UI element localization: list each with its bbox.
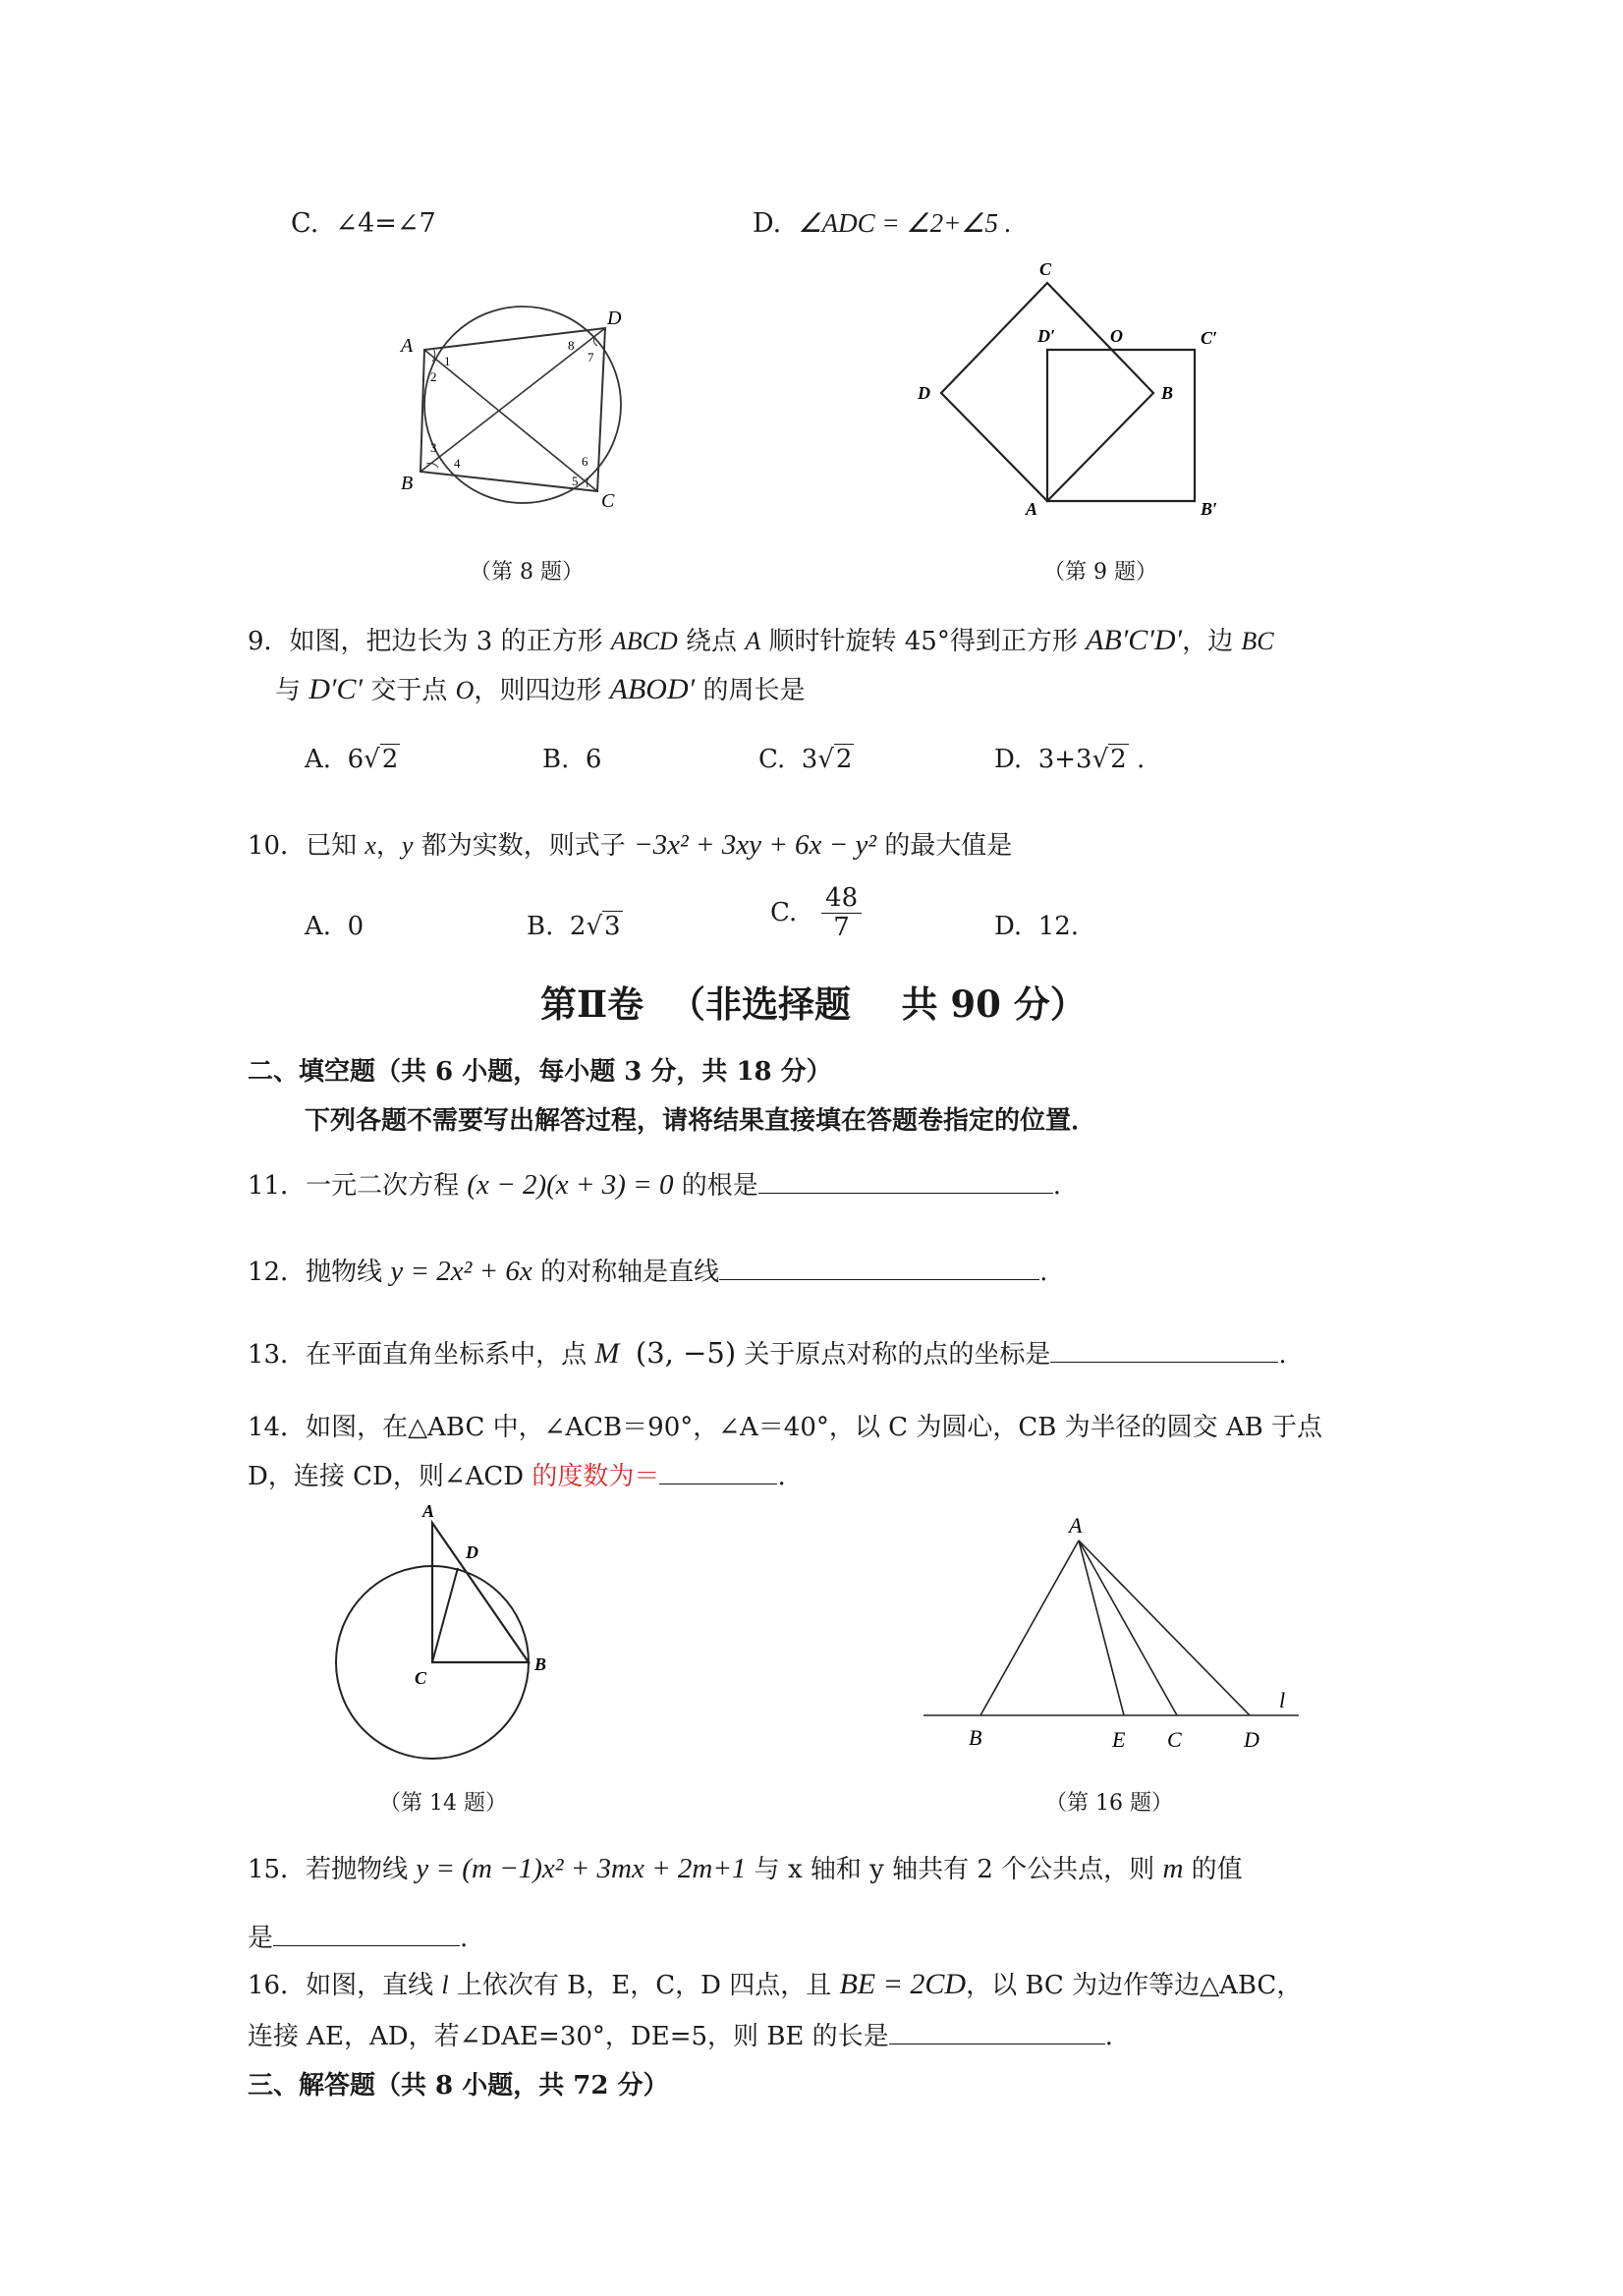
q9-edge-prime: D′C′ [308,673,364,705]
q15-text: 的值 [1183,1855,1243,1884]
option-label: A. [305,745,332,774]
figure-16 [914,1513,1307,1759]
figure-14-caption: （第 14 题） [379,1791,507,1816]
option-coef: 2 [569,912,587,941]
q13-text: 13．在平面直角坐标系中，点 [248,1340,595,1370]
angle-5: 5 [572,474,579,488]
figure-8-caption: （第 8 题） [470,560,584,585]
option-radicand: 2 [1110,745,1127,774]
option-label: B. [527,912,554,941]
option-value: 12. [1037,912,1080,941]
option-label: D. [994,912,1023,941]
point-b-prime: B′ [1201,499,1218,519]
point-d: D [466,1542,478,1562]
question-14-line2 [248,1456,786,1492]
q15-var: m [1162,1853,1184,1884]
q9-option-b [542,745,601,774]
q8-option-d [753,208,1012,239]
section-2-title: 第Ⅱ卷 （非选择题 共 90 分） [540,982,1087,1026]
figure-9 [904,257,1238,523]
angle-7: 7 [588,350,594,364]
diagonal-bd [420,328,605,472]
q11-end: . [1052,1171,1061,1201]
q9-option-d: D. 3+3√2 . [994,745,1146,774]
point-b: B [969,1725,982,1750]
q9-text: 交于点 [363,676,456,705]
q9-edge: BC [1241,627,1274,655]
question-14-line1: 14．如图，在△ABC 中，∠ACB＝90°，∠A＝40°，以 C 为圆心，CB 为半径的圆交 AB 于点 [248,1413,1322,1442]
section-3-heading: 三、解答题（共 8 小题，共 72 分） [248,2071,669,2100]
q9-text: 绕点 [677,627,746,656]
point-c: C [415,1668,427,1688]
q16-text: 连接 AE，AD，若∠DAE=30°，DE=5，则 BE 的长是 [248,2022,889,2051]
option-radicand: 3 [604,912,621,941]
point-a: A [1069,1513,1083,1538]
q10-option-c [770,884,862,941]
q10-expression: −3x² + 3xy + 6x − y² [634,829,877,861]
point-d: D [918,383,930,403]
q15-text: 15．若抛物线 [248,1855,417,1884]
q9-quad: ABOD′ [609,673,696,705]
point-b: B [1161,383,1174,403]
question-10 [248,825,1012,862]
fraction-denominator: 7 [833,912,850,942]
option-label: C. [770,898,798,928]
point-a: A [422,1501,435,1521]
figure-16-caption: （第 16 题） [1045,1791,1173,1816]
q14-text: D，连接 CD，则∠ACD [248,1462,532,1491]
option-label: C. [758,745,786,774]
q9-point: A [745,627,761,655]
question-15-line2 [248,1918,468,1954]
option-label: B. [542,745,570,774]
figure-9-caption: （第 9 题） [1043,560,1157,585]
option-radicand: 2 [381,745,399,774]
q10-text: ， [375,831,402,861]
q16-text: 16．如图，直线 [248,1971,442,2000]
q13-point: M [594,1337,620,1370]
q12-text: 的对称轴是直线 [532,1258,720,1287]
option-text: ∠ADC = ∠2+∠5 . [798,208,1012,238]
q13-coordinates: (3, −5) [635,1336,737,1370]
fraction-numerator: 48 [821,884,862,914]
answer-blank[interactable] [273,1924,460,1946]
answer-blank[interactable] [758,1171,1053,1194]
point-b: B [534,1654,547,1674]
q15-equation: y = (m −1)x² + 3mx + 2m+1 [416,1853,747,1884]
option-value: 6 [585,745,602,774]
triangle-acb [432,1523,529,1662]
figure-8 [383,285,668,521]
point-d-prime: D′ [1037,326,1056,346]
q9-option-c: C. 3√2 [758,745,853,774]
angle-1: 1 [444,354,451,368]
q9-text: ，则四边形 [474,676,610,705]
segment-ac [1079,1540,1177,1715]
segment-cd [432,1568,458,1662]
q8-option-c [291,208,436,239]
answer-blank[interactable] [659,1462,777,1484]
q11-equation: (x − 2)(x + 3) = 0 [467,1169,674,1201]
question-11 [248,1165,1061,1202]
option-label: D. [994,745,1023,774]
q10-option-b: B. 2√3 [527,912,621,941]
option-coef: 3 [801,745,818,774]
q16-text: 上依次有 B，E，C，D 四点，且 [448,1971,840,2000]
point-e: E [1112,1727,1126,1752]
line-label-l: l [1279,1688,1286,1712]
question-9-line1 [248,621,1274,657]
question-13 [248,1334,1287,1371]
point-d: D [1244,1727,1259,1752]
angle-6: 6 [582,454,588,469]
q9-text: ，边 [1182,627,1242,656]
question-16-line1 [248,1965,1302,2001]
option-label: C. [291,208,319,239]
q9-option-a: A. 6√2 [305,745,399,774]
question-15-line1 [248,1849,1243,1885]
q9-square: ABCD [610,627,678,655]
segment-ad [1079,1540,1250,1715]
angle-4: 4 [454,456,461,471]
q9-text: 9．如图，把边长为 3 的正方形 [248,627,611,656]
q10-var: y [401,831,414,860]
option-label: D. [753,208,782,239]
angle-2: 2 [430,369,437,384]
q9-point: O [455,676,475,704]
q9-text: 顺时针旋转 45°得到正方形 [760,627,1087,656]
segment-ab [980,1540,1079,1715]
circumcircle [424,307,621,503]
q10-option-a [305,912,364,941]
q13-end: . [1278,1340,1287,1370]
option-tail: . [1128,745,1146,774]
section-2-heading: 二、填空题（共 6 小题，每小题 3 分，共 18 分） [248,1057,832,1087]
segment-ae [1079,1540,1124,1715]
point-o: O [1110,326,1123,346]
option-fraction [821,884,862,941]
q15-end: . [460,1924,469,1953]
point-c: C [601,490,615,512]
section-2-instruction: 下列各题不需要写出解答过程，请将结果直接填在答题卷指定的位置． [305,1106,1097,1136]
point-b: B [401,473,414,494]
q13-text: 关于原点对称的点的坐标是 [736,1340,1051,1370]
q10-var: x [364,831,376,860]
q16-end: . [1104,2022,1113,2051]
option-text: ∠4=∠7 [335,208,436,239]
q10-text: 都为实数，则式子 [413,831,634,861]
q12-text: 12．抛物线 [248,1258,391,1287]
q16-line: l [441,1971,449,1999]
q9-square-prime: AB′C′D′ [1086,624,1183,656]
option-label: A. [305,912,332,941]
q10-option-d [994,912,1079,941]
q10-text: 10．已知 [248,831,365,861]
figure-14 [324,1501,570,1786]
q11-text: 11．一元二次方程 [248,1171,468,1201]
angle-3: 3 [430,440,437,455]
point-c-prime: C′ [1201,328,1218,348]
q14-red-text: 的度数为＝ [532,1462,660,1491]
point-c: C [1039,259,1052,279]
answer-blank[interactable] [889,2022,1105,2044]
angle-8: 8 [568,338,575,353]
point-a: A [401,335,414,357]
answer-blank[interactable] [719,1258,1039,1280]
q12-end: . [1039,1258,1048,1287]
point-c: C [1167,1727,1182,1752]
option-coef: 6 [347,745,364,774]
q16-condition: BE = 2CD [839,1968,967,2000]
q9-text: 的周长是 [695,676,806,705]
point-d: D [607,308,622,329]
answer-blank[interactable] [1050,1340,1278,1363]
q15-text: 是 [248,1924,274,1953]
q9-text: 与 [275,676,309,705]
q10-text: 的最大值是 [876,831,1013,861]
q15-text: 与 x 轴和 y 轴共有 2 个公共点，则 [746,1855,1163,1884]
question-16-line2 [248,2016,1113,2052]
q12-equation: y = 2x² + 6x [390,1256,532,1287]
option-coef: 3+3 [1037,745,1092,774]
question-9-line2 [275,670,805,706]
q14-end: . [777,1462,786,1491]
point-a: A [1026,499,1038,519]
question-12 [248,1252,1047,1288]
quadrilateral-abcd [420,328,605,491]
q11-text: 的根是 [673,1171,758,1201]
option-value: 0 [347,912,364,941]
q16-text: ，以 BC 为边作等边△ABC， [966,1971,1303,2000]
option-radicand: 2 [835,745,853,774]
